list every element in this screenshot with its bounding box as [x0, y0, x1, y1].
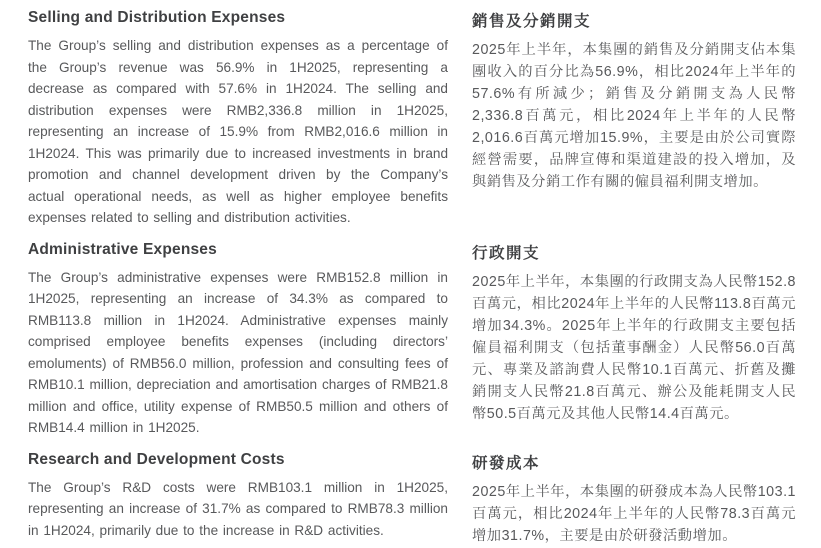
- section-body-zh: 2025年上半年，本集團的研發成本為人民幣103.1百萬元，相比2024年上半年的人民幣78.3百萬元增加31.7%，主要是由於研發活動增加。: [472, 483, 796, 544]
- section-research-and-development-costs: [28, 451, 796, 547]
- section-body-zh: 2025年上半年，本集團的行政開支為人民幣152.8百萬元，相比2024年上半年的人民幣113.8百萬元增加34.3%。2025年上半年的行政開支主要包括僱員福利開支（包括董事酬金）人民幣56.0百萬元、專業及諮詢費人民幣10.1百萬元、折舊及攤銷開支人民幣21.8百萬元、辦公及能耗開支人民幣50.5百萬元及其他人民幣14.4百萬元。: [472, 273, 796, 422]
- section-heading-en: Selling and Distribution Expenses: [28, 9, 286, 26]
- section-heading-zh: 銷售及分銷開支: [472, 13, 592, 30]
- english-column: [28, 241, 448, 439]
- english-column: [28, 9, 448, 229]
- section-body-en: The Group’s selling and distribution expenses as a percentage of the Group’s revenue was 56.9% in 1H2025, representing a decrease as compared with 57.6% in 1H2024. The selling and distribution expenses were RMB2,336.8 million in 1H2025, representing an increase of 15.9% from RMB2,016.6 million in 1H2024. This was primarily due to increased investments in brand promotion and channel development driven by the Company’s actual operational needs, as well as higher employee benefits expenses related to selling and distribution activities.: [28, 38, 448, 225]
- section-heading-en: Research and Development Costs: [28, 450, 285, 468]
- chinese-column: [472, 241, 796, 425]
- two-column-content: [28, 9, 796, 548]
- section-body-en: The Group’s R&D costs were RMB103.1 million in 1H2025, representing an increase of 31.7% as compared to RMB78.3 million in 1H2024, primarily due to the increase in R&D activities.: [28, 479, 448, 538]
- section-body-zh: 2025年上半年，本集團的銷售及分銷開支佔本集團收入的百分比為56.9%，相比2024年上半年的57.6%有所減少；銷售及分銷開支為人民幣2,336.8百萬元，相比2024年上半年的人民幣2,016.6百萬元增加15.9%，主要是由於公司實際經營需要，品牌宣傳和渠道建設的投入增加，及與銷售及分銷工作有關的僱員福利開支增加。: [472, 42, 796, 190]
- section-heading-zh: 研發成本: [472, 454, 541, 472]
- section-selling-and-distribution-expenses: [28, 9, 796, 229]
- section-body-en: The Group’s administrative expenses were RMB152.8 million in 1H2025, representing an increase of 34.3% as compared to RMB113.8 million in 1H2024. Administrative expenses mainly comprised employee benefits expenses (including directors’ emoluments) of RMB56.0 million, profession and consulting fees of RMB10.1 million, depreciation and amortisation charges of RMB21.8 million and office, utility expense of RMB50.5 million and others of RMB14.4 million in 1H2025.: [28, 269, 448, 435]
- section-administrative-expenses: [28, 241, 796, 439]
- section-heading-en: Administrative Expenses: [28, 240, 217, 258]
- section-heading-zh: 行政開支: [472, 244, 541, 262]
- chinese-column: [472, 451, 796, 547]
- english-column: [28, 451, 448, 542]
- chinese-column: [472, 9, 796, 193]
